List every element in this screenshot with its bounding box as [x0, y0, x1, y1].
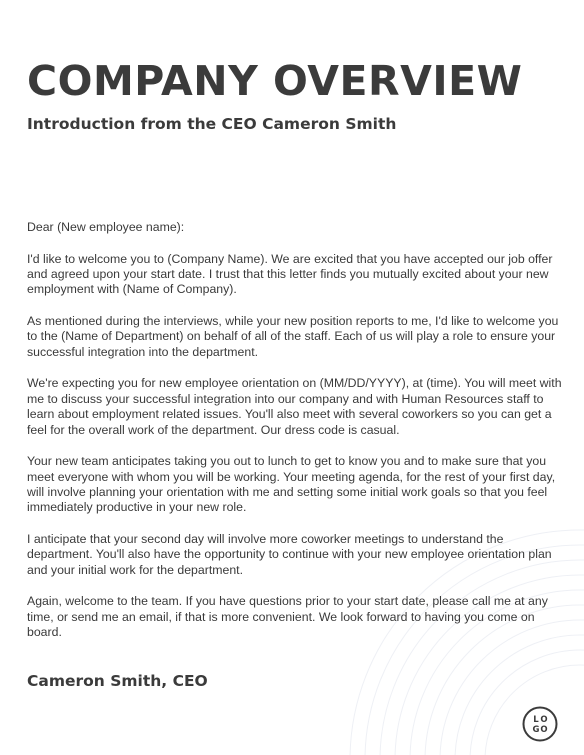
letter-signature: Cameron Smith, CEO [27, 672, 208, 690]
logo-letter: G [532, 725, 540, 735]
letter-greeting: Dear (New employee name): [27, 220, 185, 234]
logo-letter: L [533, 715, 539, 725]
logo-letter: O [540, 715, 548, 725]
letter-paragraph: I'd like to welcome you to (Company Name). We are excited that you have accepted our job offer and agreed upon your start date. I trust that this letter finds you mutually excited about your new employment with (Name of Company). [27, 251, 553, 297]
page-title: COMPANY OVERVIEW [27, 57, 523, 105]
letter-paragraph: I anticipate that your second day will involve more coworker meetings to understand the department. You'll also have the opportunity to continue with your new employee orientation plan and your initial work for the department. [27, 532, 552, 577]
letter-paragraph: Your new team anticipates taking you out to lunch to get to know you and to make sure that you meet everyone with whom you will be working. Your meeting agenda, for the rest of your first day, will involve planning your orientation with me and setting some initial work goals so that you feel immediately productive in your new role. [27, 454, 556, 515]
letter-paragraph: As mentioned during the interviews, while your new position reports to me, I'd like to welcome you to the (Name of Department) on behalf of all of the staff. Each of us will play a role to ensure your successful integration into the department. [27, 314, 559, 359]
letter-body [27, 220, 562, 657]
letter-paragraph: Again, welcome to the team. If you have questions prior to your start date, please call me at any time, or send me an email, if that is more convenient. We look forward to having you come on board. [27, 594, 548, 640]
logo-letter: O [540, 725, 548, 735]
letter-paragraph: We're expecting you for new employee orientation on (MM/DD/YYYY), at (time). You will meet with me to discuss your successful integration into our company and with Human Resources staff to learn about employment related issues. You'll also meet with several coworkers so you can get a feel for the overall work of the department. Our dress code is casual. [27, 376, 562, 437]
company-logo [522, 706, 558, 742]
page-subtitle: Introduction from the CEO Cameron Smith [27, 115, 397, 133]
